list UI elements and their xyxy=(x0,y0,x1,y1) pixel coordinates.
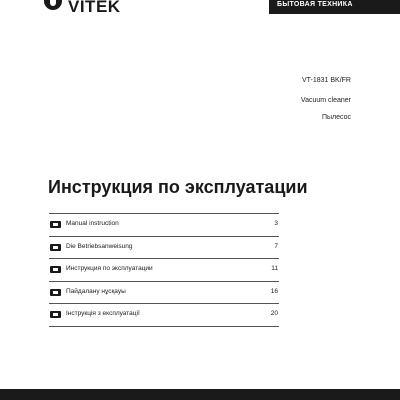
toc-row[interactable] xyxy=(49,281,279,304)
language-flag-icon xyxy=(50,244,61,251)
document-title: Инструкция по эксплуатации xyxy=(48,177,308,197)
vitek-logo-icon xyxy=(44,0,62,14)
toc-page-number: 11 xyxy=(271,265,278,272)
toc-label: Die Betriebsanweisung xyxy=(66,242,133,250)
toc-page-number: 20 xyxy=(270,310,278,317)
toc-row[interactable] xyxy=(49,236,279,259)
category-band xyxy=(269,0,400,14)
product-name-ru: Пылесос xyxy=(321,114,351,121)
toc-page-number: 16 xyxy=(270,287,278,295)
model-number: VT-1831 BK/FR xyxy=(301,77,351,84)
language-flag-icon xyxy=(50,221,61,228)
toc-page-number: 7 xyxy=(274,242,278,250)
product-name-en: Vacuum cleaner xyxy=(300,97,351,104)
brand-logo xyxy=(44,0,121,14)
category-label: БЫТОВАЯ ТЕХНИКА xyxy=(277,1,353,8)
toc-label: Manual instruction xyxy=(66,220,119,227)
toc-row[interactable] xyxy=(49,258,279,281)
toc-label: Пайдалану нұсқауы xyxy=(66,287,126,295)
language-flag-icon xyxy=(50,289,61,296)
language-flag-icon xyxy=(50,311,61,318)
toc-row[interactable] xyxy=(49,303,279,327)
toc-label: Інструкція з експлуатації xyxy=(66,310,140,317)
brand-name: VITEK xyxy=(68,0,121,16)
toc-page-number: 3 xyxy=(274,220,278,227)
footer-bar xyxy=(0,389,400,400)
language-flag-icon xyxy=(50,266,61,273)
table-of-contents xyxy=(49,213,279,327)
toc-row[interactable] xyxy=(49,213,279,236)
toc-label: Инструкция по эксплуатации xyxy=(66,265,153,272)
